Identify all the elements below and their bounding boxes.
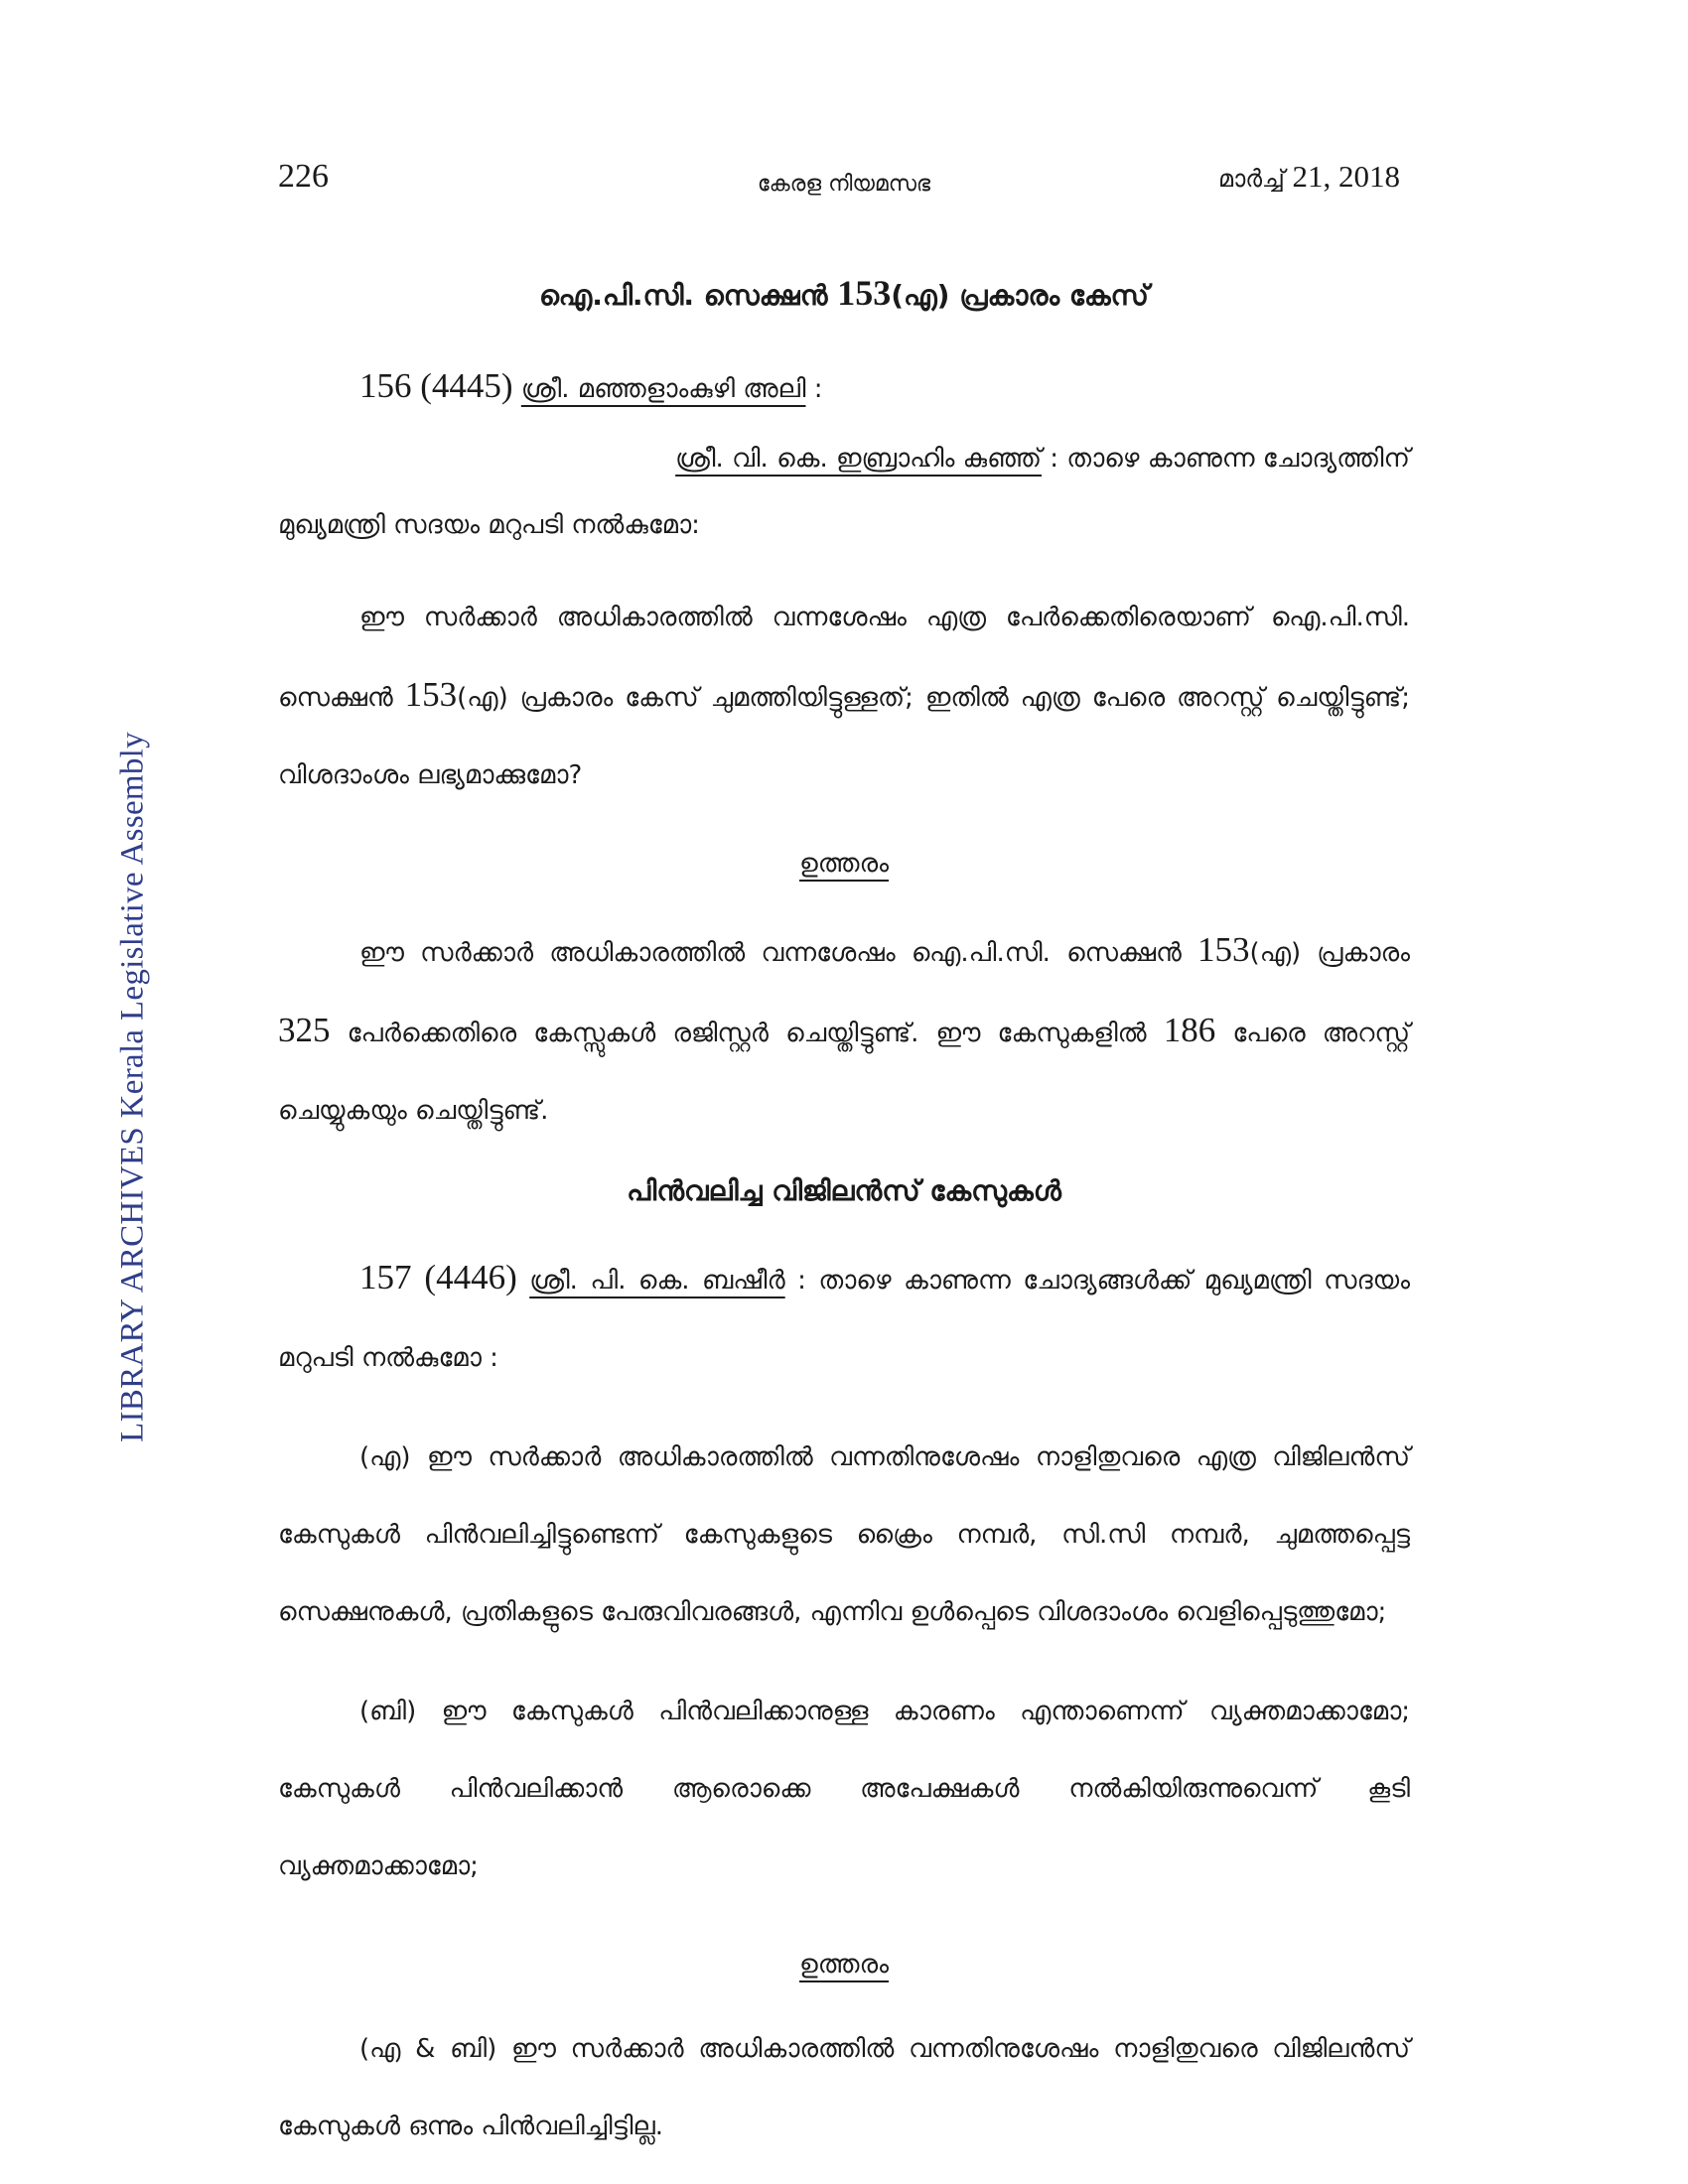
q157-member: ശ്രീ. പി. കെ. ബഷീർ — [529, 1266, 785, 1296]
q157-answer-label — [278, 1945, 1410, 1984]
q156-member2: ശ്രീ. വി. കെ. ഇബ്രാഹിം കുഞ്ഞ് — [675, 444, 1042, 474]
q156-answer — [278, 911, 1410, 1150]
q156-heading-text-end: (എ) പ്രകാരം കേസ് — [891, 279, 1149, 312]
q156-number: 156 (4445) — [359, 366, 513, 405]
date-month: മാർച്ച് — [1218, 165, 1285, 193]
q156-heading-text: ഐ.പി.സി. സെക്ഷൻ — [539, 279, 838, 312]
q156-member2-suffix: : താഴെ കാണുന്ന ചോദ്യത്തിന് — [1041, 444, 1410, 474]
q156-question-text: ഈ സർക്കാർ അധികാരത്തിൽ വന്നശേഷം എത്ര പേർക്കെതിരെയാണ് ഐ.പി.സി. സെക്ഷൻ — [278, 603, 1410, 713]
q156-intro: മുഖ്യമന്ത്രി സദയം മറുപടി നൽകുമോ: — [278, 510, 700, 540]
q157-answer-label-text: ഉത്തരം — [799, 1950, 889, 1979]
q157-number: 157 (4446) — [359, 1258, 517, 1297]
date-day-year: 21, 2018 — [1284, 159, 1400, 194]
page-content — [278, 273, 1410, 2165]
q156-answer-text-c: പേർക്കെതിരെ കേസ്സുകൾ രജിസ്റ്റർ ചെയ്തിട്ടുണ്ട്. ഈ കേസുകളിൽ — [330, 1019, 1164, 1048]
q156-question — [278, 579, 1410, 814]
q156-member1-suffix: : — [805, 374, 823, 404]
q157-intro — [278, 1239, 1410, 1397]
q156-members-line — [278, 347, 1410, 428]
q156-answer-number-3: 186 — [1163, 1011, 1216, 1049]
q156-heading — [278, 273, 1410, 316]
q157-question-a: (എ) ഈ സർക്കാർ അധികാരത്തിൽ വന്നതിനുശേഷം നാളിതുവരെ എത്ര വിജിലൻസ് കേസുകൾ പിൻവലിച്ചിട്ടുണ്ടെന്ന് കേസുകളുടെ ക്രൈം നമ്പർ, സി.സി നമ്പർ, ചുമത്തപ്പെട്ട സെക്ഷനുകൾ, പ്രതികളുടെ പേരുവിവരങ്ങൾ, എന്നിവ ഉൾപ്പെടെ വിശദാംശം വെളിപ്പെടുത്തുമോ; — [278, 1442, 1410, 1627]
q156-answer-label-text: ഉത്തരം — [799, 849, 889, 879]
q156-heading-number: 153 — [837, 273, 892, 313]
q156-answer-label — [278, 844, 1410, 884]
q157-answer: (എ & ബി) ഈ സർക്കാർ അധികാരത്തിൽ വന്നതിനുശേഷം നാളിതുവരെ വിജിലൻസ് കേസുകൾ ഒന്നും പിൻവലിച്ചിട്ടില്ല. — [278, 2034, 1410, 2141]
q156-member2-line — [278, 428, 1410, 489]
q156-answer-number-2: 325 — [278, 1011, 331, 1049]
q156-answer-text-b: (എ) പ്രകാരം — [1249, 938, 1410, 968]
q157-heading: പിൻവലിച്ച വിജിലൻസ് കേസുകൾ — [627, 1174, 1061, 1207]
q156-question-text-end: (എ) പ്രകാരം കേസ് ചുമത്തിയിട്ടുള്ളത്; ഇതിൽ എത്ര പേരെ അറസ്റ്റ് ചെയ്തിട്ടുണ്ട്; വിശദാംശം ലഭ്യമാക്കുമോ? — [278, 683, 1410, 790]
q156-member1: ശ്രീ. മഞ്ഞളാംകുഴി അലി — [520, 374, 806, 404]
q157-member-suffix: : താഴെ കാണുന്ന ചോദ്യങ്ങൾക്ക് മുഖ്യമന്ത്രി സദയം മറുപടി നൽകുമോ : — [278, 1266, 1411, 1373]
page-date — [1218, 157, 1400, 199]
q156-answer-number-1: 153 — [1197, 930, 1250, 969]
archive-watermark: LIBRARY ARCHIVES Kerala Legislative Assembly — [114, 732, 151, 1442]
page-number: 226 — [278, 158, 329, 195]
q156-answer-text-d: പേരെ അറസ്റ്റ് ചെയ്യുകയും ചെയ്തിട്ടുണ്ട്. — [278, 1019, 1411, 1126]
q157-question-b: (ബി) ഈ കേസുകൾ പിൻവലിക്കാനുള്ള കാരണം എന്താണെന്ന് വ്യക്തമാക്കാമോ; കേസുകൾ പിൻവലിക്കാൻ ആരൊക്കെ അപേക്ഷകൾ നൽകിയിരുന്നുവെന്ന് കൂടി വ്യക്തമാക്കാമോ; — [278, 1697, 1410, 1881]
page-header-title: കേരള നിയമസഭ — [757, 172, 931, 197]
q156-answer-text-a: ഈ സർക്കാർ അധികാരത്തിൽ വന്നശേഷം ഐ.പി.സി. സെക്ഷൻ — [359, 938, 1198, 968]
q156-question-number: 153 — [404, 675, 458, 714]
